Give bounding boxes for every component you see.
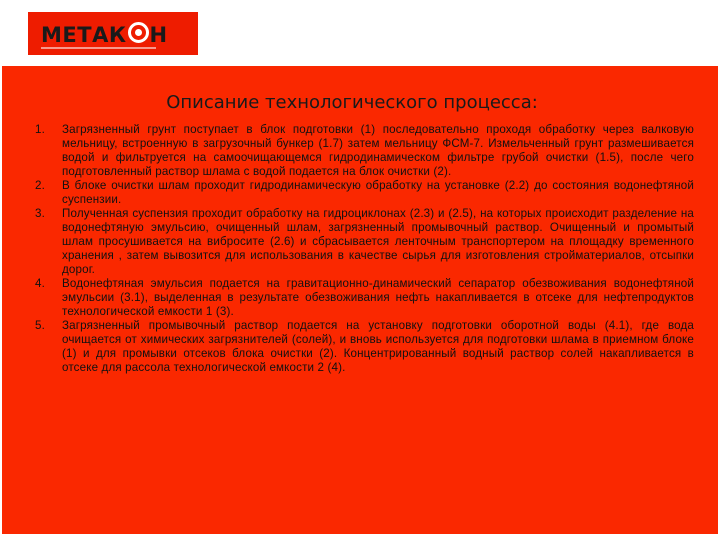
step-number: 3. xyxy=(35,207,45,220)
step-number: 2. xyxy=(35,179,45,192)
logo-tagline xyxy=(41,47,156,49)
process-steps-list xyxy=(32,123,694,375)
step-number: 1. xyxy=(35,123,45,136)
step-text: В блоке очистки шлам проходит гидродинамическую обработку на установке (2.2) до состояния водонефтяной суспензии. xyxy=(62,179,694,206)
process-step-5 xyxy=(32,319,694,375)
step-number: 4. xyxy=(35,277,45,290)
logo-text-right: Н xyxy=(149,23,168,47)
logo-ring-icon xyxy=(128,22,149,43)
step-text: Загрязненный промывочный раствор подается на установку подготовки оборотной воды (4.1), где вода очищается от химических загрязнителей (солей), и вновь используется для подготовки шлама в приемном блоке (1) и для промывки отсеков блока очистки (2). Концентрированный водный раствор солей накапливается в отсеке для рассола технологической емкости 2 (4). xyxy=(62,319,694,374)
process-step-4 xyxy=(32,277,694,319)
step-number: 5. xyxy=(35,319,45,332)
process-description-panel xyxy=(2,66,718,534)
step-text: Полученная суспензия проходит обработку на гидроциклонах (2.3) и (2.5), на которых происходит разделение на водонефтяную эмульсию, очищенный шлам, загрязненный промывочный раствор. Очищенный и промытый шлам просушивается на вибросите (2.6) и сбрасывается ленточным транспортером на площадку временного хранения , затем вывозится для использования в качестве сырья для изготовления стройматериалов, отсыпки дорог. xyxy=(62,207,694,276)
process-step-3 xyxy=(32,207,694,277)
step-text: Водонефтяная эмульсия подается на гравитационно-динамический сепаратор обезвоживания водонефтяной эмульсии (3.1), выделенная в результате обезвоживания нефть накапливается в отсеке для нефтепродуктов технологической емкости 1 (3). xyxy=(62,277,694,318)
process-step-1 xyxy=(32,123,694,179)
page-heading: Описание технологического процесса: xyxy=(166,92,538,113)
logo-wordmark xyxy=(41,22,168,46)
step-text: Загрязненный грунт поступает в блок подготовки (1) последовательно проходя обработку через валковую мельницу, встроенную в загрузочный бункер (1.7) затем мельницу ФСМ-7. Измельченный грунт размешивается водой и фильтруется на самоочищающемся гидродинамическом фильтре грубой очистки (1.5), после чего подготовленный раствор шлама с водой подается на блок очистки (2). xyxy=(62,123,694,178)
company-logo xyxy=(28,12,198,55)
logo-text-left: МЕТАК xyxy=(41,23,127,47)
process-step-2 xyxy=(32,179,694,207)
